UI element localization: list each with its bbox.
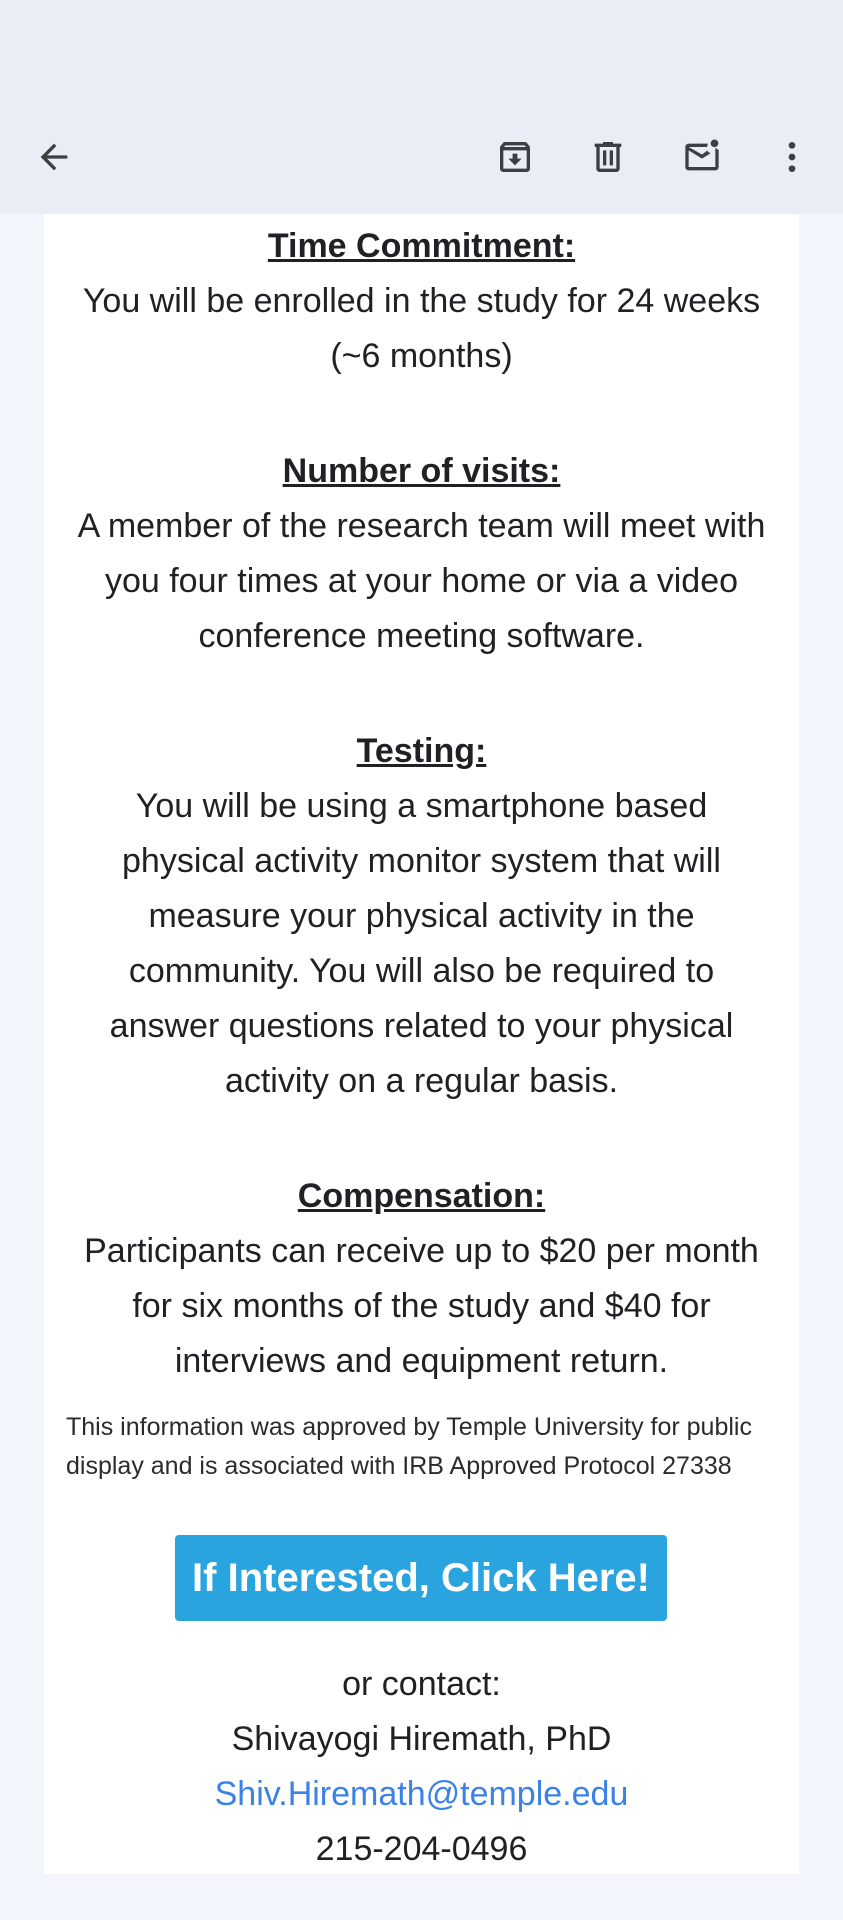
section-heading: Number of visits: [282, 452, 561, 490]
archive-download-icon [495, 137, 535, 177]
back-button[interactable] [26, 129, 82, 185]
mark-unread-button[interactable] [674, 129, 730, 185]
arrow-left-icon [34, 137, 74, 177]
contact-email-link[interactable]: Shiv.Hiremath@temple.edu [214, 1775, 629, 1813]
contact-phone[interactable]: 215-204-0496 [315, 1830, 528, 1868]
email-body [44, 214, 799, 1874]
section-body: A member of the research team will meet with you four times at your home or via a video conference meeting software. [77, 507, 766, 655]
section-heading: Testing: [356, 732, 487, 770]
email-content [44, 214, 799, 1389]
section-heading: Compensation: [297, 1177, 546, 1215]
section-number-of-visits [44, 444, 799, 664]
more-options-button[interactable] [764, 129, 820, 185]
section-testing [44, 724, 799, 1109]
trash-icon [588, 137, 628, 177]
section-compensation [44, 1169, 799, 1389]
contact-intro: or contact: [342, 1665, 501, 1703]
delete-button[interactable] [580, 129, 636, 185]
section-time-commitment [44, 219, 799, 384]
section-body: Participants can receive up to $20 per month for six months of the study and $40 for interviews and equipment return. [84, 1232, 759, 1380]
section-body: You will be enrolled in the study for 24 weeks (~6 months) [82, 282, 761, 375]
section-body: You will be using a smartphone based physical activity monitor system that will measure your physical activity in the community. You will also be required to answer questions related to your physical activity on a regular basis. [109, 787, 734, 1100]
more-vert-icon [772, 137, 812, 177]
contact-info [44, 1657, 799, 1877]
interest-button[interactable]: If Interested, Click Here! [175, 1535, 667, 1621]
mail-unread-icon [682, 137, 722, 177]
irb-approval-note: This information was approved by Temple University for public display and is associated with IRB Approved Protocol 27338 [66, 1413, 752, 1480]
email-toolbar [0, 100, 843, 214]
section-heading: Time Commitment: [267, 227, 576, 265]
archive-button[interactable] [487, 129, 543, 185]
contact-name: Shivayogi Hiremath, PhD [231, 1720, 612, 1758]
status-bar [0, 0, 843, 100]
